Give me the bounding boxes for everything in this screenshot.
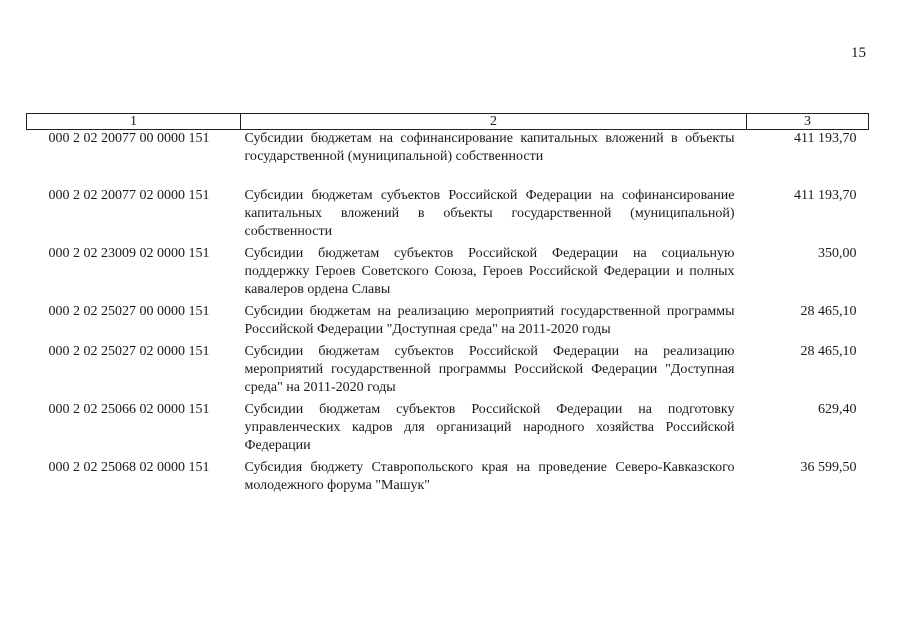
amount-cell: 350,00	[818, 246, 857, 261]
table-row	[27, 245, 869, 303]
budget-code-cell: 000 2 02 23009 02 0000 151	[48, 246, 210, 261]
page-number: 15	[851, 45, 866, 61]
table-header-row	[27, 114, 869, 130]
amount-cell: 411 193,70	[794, 188, 857, 203]
table-row	[27, 303, 869, 343]
table-row	[27, 343, 869, 401]
budget-code-cell: 000 2 02 20077 02 0000 151	[48, 188, 210, 203]
revenue-name-cell: Субсидии бюджетам субъектов Российской Федерации на подготовку управленческих кадров для организаций народного хозяйства Российской Федерации	[244, 402, 735, 453]
budget-code-cell: 000 2 02 25068 02 0000 151	[48, 460, 210, 475]
budget-table	[26, 113, 869, 499]
table-row	[27, 130, 869, 188]
budget-code-cell: 000 2 02 25027 00 0000 151	[48, 304, 210, 319]
amount-cell: 36 599,50	[800, 460, 857, 475]
column-header-name: 2	[241, 114, 747, 130]
table-row	[27, 187, 869, 245]
revenue-name-cell: Субсидии бюджетам на софинансирование капитальных вложений в объекты государственной (муниципальной) собственности	[244, 131, 735, 164]
revenue-name-cell: Субсидии бюджетам на реализацию мероприятий государственной программы Российской Федерации "Доступная среда" на 2011-2020 годы	[244, 304, 735, 337]
amount-cell: 28 465,10	[800, 304, 857, 319]
column-header-code: 1	[27, 114, 241, 130]
budget-code-cell: 000 2 02 25066 02 0000 151	[48, 402, 210, 417]
budget-code-cell: 000 2 02 20077 00 0000 151	[48, 131, 210, 146]
revenue-name-cell: Субсидии бюджетам субъектов Российской Федерации на социальную поддержку Героев Советского Союза, Героев Российской Федерации и полных кавалеров ордена Славы	[244, 246, 735, 297]
revenue-name-cell: Субсидии бюджетам субъектов Российской Федерации на реализацию мероприятий государственной программы Российской Федерации "Доступная среда" на 2011-2020 годы	[244, 344, 735, 395]
budget-code-cell: 000 2 02 25027 02 0000 151	[48, 344, 210, 359]
amount-cell: 28 465,10	[800, 344, 857, 359]
amount-cell: 411 193,70	[794, 131, 857, 146]
revenue-name-cell: Субсидия бюджету Ставропольского края на проведение Северо-Кавказского молодежного форума "Машук"	[244, 460, 735, 493]
revenue-name-cell: Субсидии бюджетам субъектов Российской Федерации на софинансирование капитальных вложений в объекты государственной (муниципальной) собственности	[244, 188, 735, 239]
column-header-amount: 3	[747, 114, 869, 130]
table-row	[27, 459, 869, 499]
amount-cell: 629,40	[818, 402, 857, 417]
table-row	[27, 401, 869, 459]
